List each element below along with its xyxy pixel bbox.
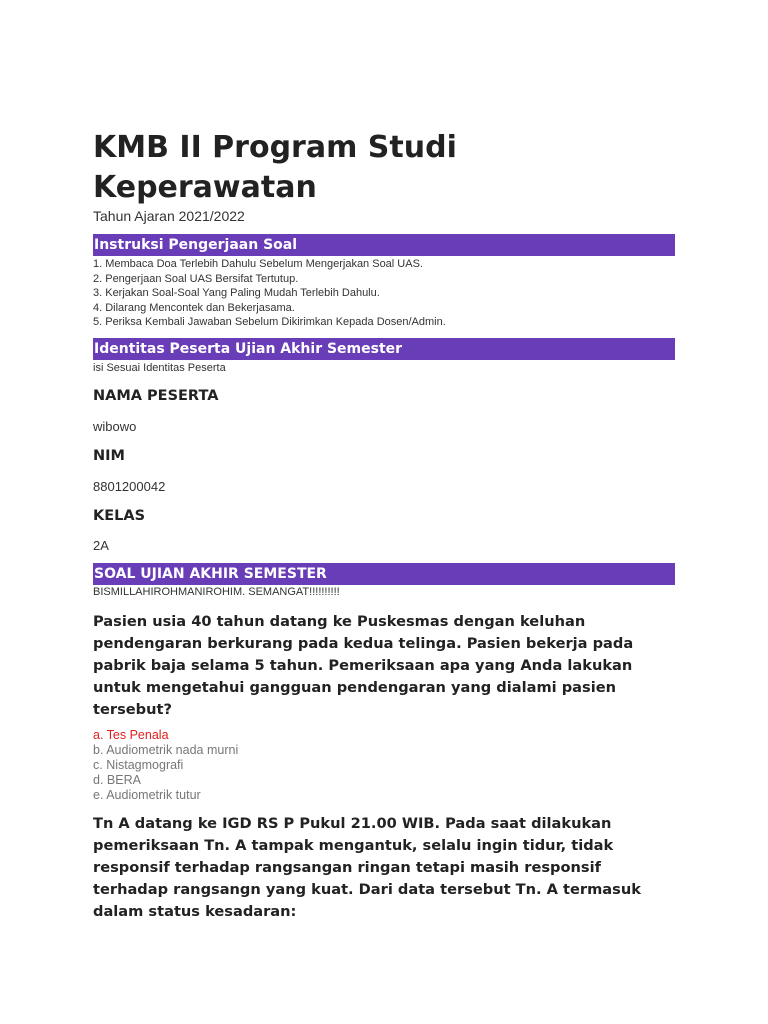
- question-1-options: [93, 728, 238, 803]
- page-subtitle: Tahun Ajaran 2021/2022: [93, 208, 245, 224]
- question-2-text: Tn A datang ke IGD RS P Pukul 21.00 WIB. Pada saat dilakukan pemeriksaan Tn. A tampak mengantuk, selalu ingin tidur, tidak responsif terhadap rangsangan ringan tetapi masih responsif terhadap rangsangn yang kuat. Dari data tersebut Tn. A termasuk dalam status kesadaran:: [93, 815, 641, 920]
- option-d[interactable]: d. BERA: [93, 773, 141, 787]
- identity-heading: Identitas Peserta Ujian Akhir Semester: [93, 338, 675, 360]
- option-c[interactable]: c. Nistagmografi: [93, 758, 184, 772]
- class-value: 2A: [93, 538, 109, 553]
- question-1-text: Pasien usia 40 tahun datang ke Puskesmas dengan keluhan pendengaran berkurang pada kedua telinga. Pasien bekerja pada pabrik baja selama 5 tahun. Pemeriksaan apa yang Anda lakukan untuk mengetahui gangguan pendengaran yang dialami pasien tersebut?: [93, 613, 634, 718]
- instruction-item: 3. Kerjakan Soal-Soal Yang Paling Mudah Terlebih Dahulu.: [93, 287, 380, 300]
- instruction-item: 2. Pengerjaan Soal UAS Bersifat Tertutup.: [93, 272, 299, 285]
- exam-heading: SOAL UJIAN AKHIR SEMESTER: [93, 563, 675, 585]
- option-a-selected[interactable]: a. Tes Penala: [93, 728, 169, 742]
- exam-note: BISMILLAHIROHMANIROHIM. SEMANGAT!!!!!!!!!!: [93, 586, 340, 598]
- instruction-item: 1. Membaca Doa Terlebih Dahulu Sebelum Mengerjakan Soal UAS.: [93, 258, 423, 270]
- page-title: KMB II Program Studi Keperawatan: [93, 130, 457, 205]
- nim-value: 8801200042: [93, 479, 166, 494]
- option-e[interactable]: e. Audiometrik tutur: [93, 788, 201, 802]
- option-b[interactable]: b. Audiometrik nada murni: [93, 743, 239, 757]
- instruction-item: 5. Periksa Kembali Jawaban Sebelum Dikirimkan Kepada Dosen/Admin.: [93, 316, 446, 329]
- instructions-list: [93, 257, 446, 330]
- instruction-item: 4. Dilarang Mencontek dan Bekerjasama.: [93, 301, 295, 314]
- class-label: KELAS: [93, 508, 146, 524]
- participant-name-label: NAMA PESERTA: [93, 388, 219, 404]
- identity-note: isi Sesuai Identitas Peserta: [93, 362, 226, 374]
- participant-name-value: wibowo: [93, 419, 137, 434]
- instructions-heading: Instruksi Pengerjaan Soal: [93, 234, 675, 256]
- nim-label: NIM: [93, 448, 125, 464]
